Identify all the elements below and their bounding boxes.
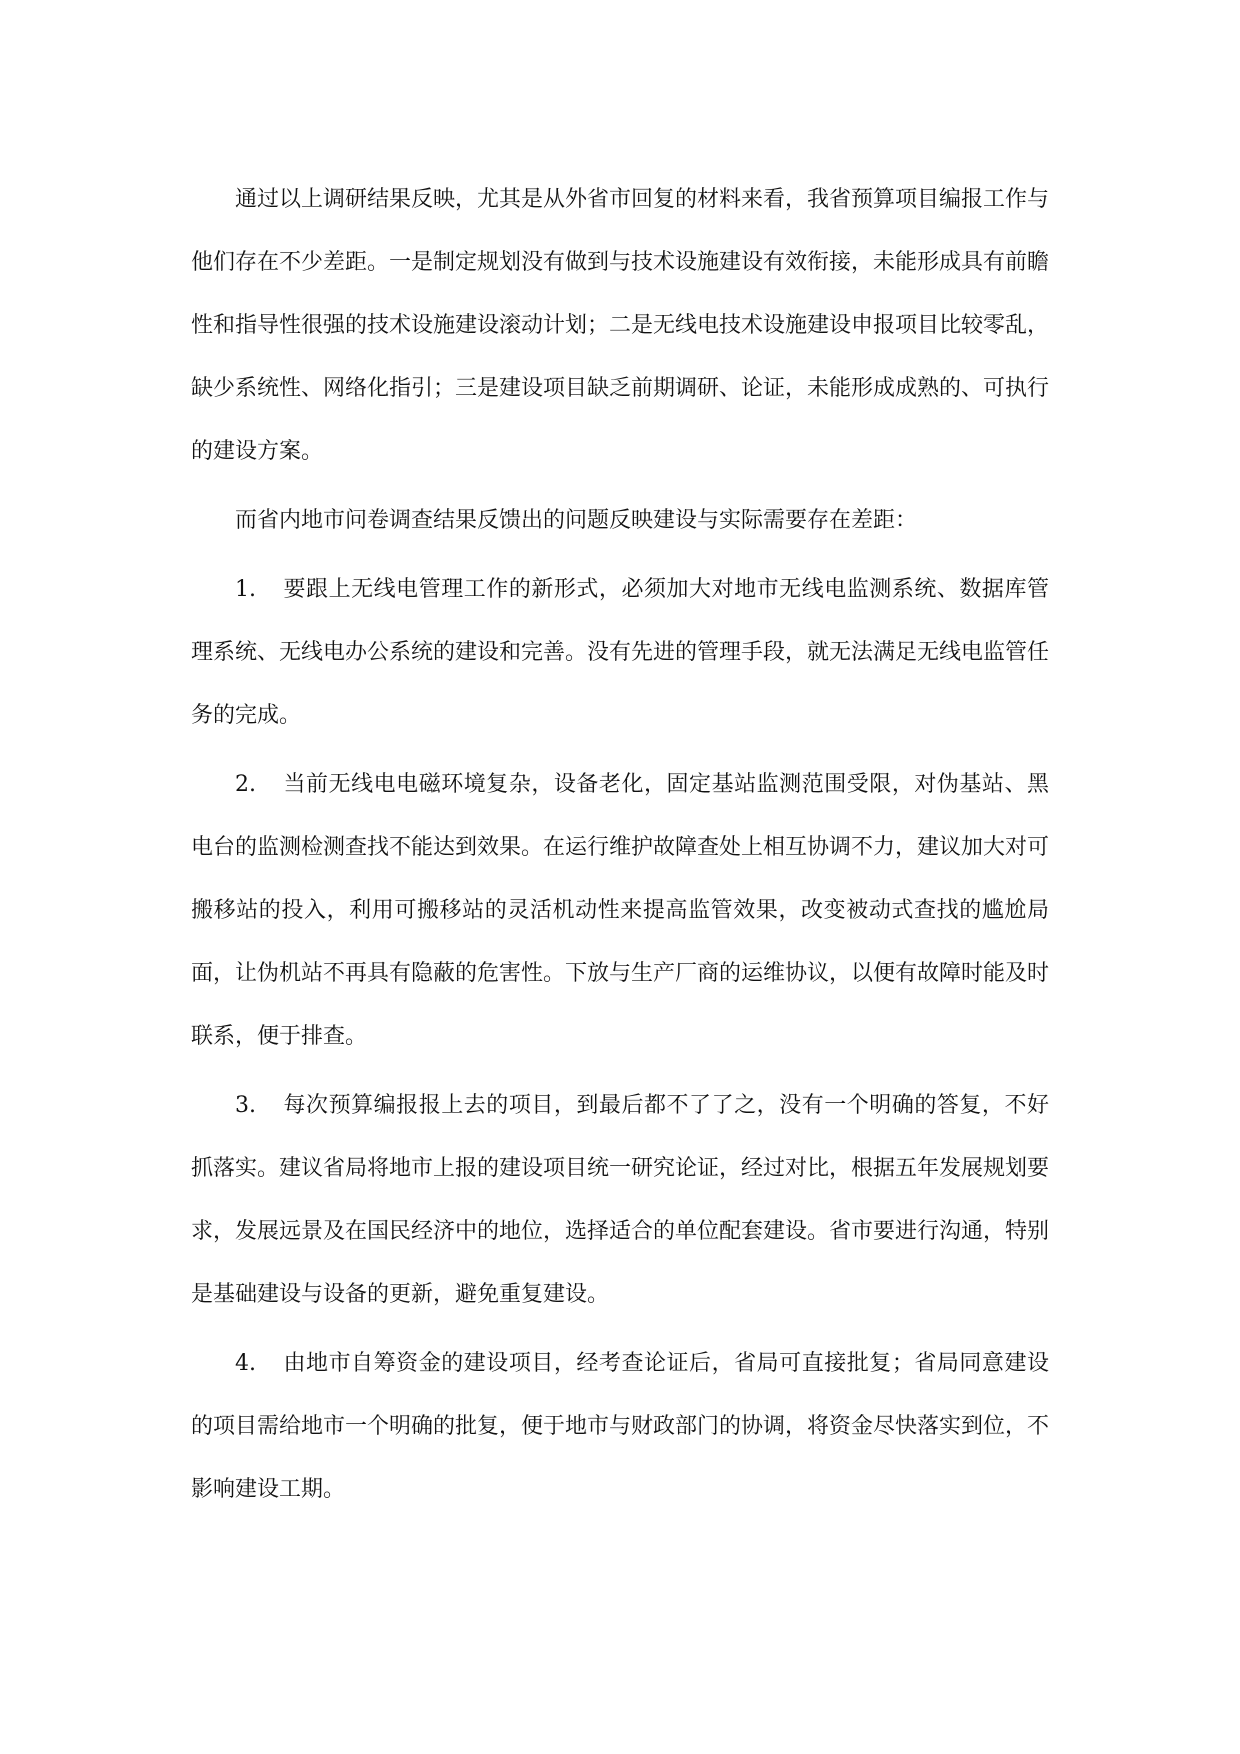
paragraph-questionnaire-intro: 而省内地市问卷调查结果反馈出的问题反映建设与实际需要存在差距： [235,508,918,533]
list-item-text: 每次预算编报报上去的项目，到最后都不了了之，没有一个明确的答复，不好抓落实。建议省局将地市上报的建设项目统一研究论证，经过对比，根据五年发展规划要求，发展远景及在国民经济中的地位，选择适合的单位配套建设。省市要进行沟通，特别是基础建设与设备的更新，避免重复建设。 [191,1093,1050,1307]
list-item-number: 1. [235,577,256,602]
list-item-number: 4. [235,1351,256,1376]
document-body [191,168,1049,1521]
list-item-1 [191,558,1049,747]
list-item-3 [191,1074,1049,1326]
list-item-text: 由地市自筹资金的建设项目，经考查论证后，省局可直接批复；省局同意建设的项目需给地市一个明确的批复，便于地市与财政部门的协调，将资金尽快落实到位，不影响建设工期。 [191,1351,1050,1502]
list-item-text: 要跟上无线电管理工作的新形式，必须加大对地市无线电监测系统、数据库管理系统、无线电办公系统的建设和完善。没有先进的管理手段，就无法满足无线电监管任务的完成。 [191,577,1050,728]
list-item-2 [191,753,1049,1068]
list-item-number: 2. [235,772,256,797]
list-item-number: 3. [235,1093,256,1118]
list-item-text: 当前无线电电磁环境复杂，设备老化，固定基站监测范围受限，对伪基站、黑电台的监测检测查找不能达到效果。在运行维护故障查处上相互协调不力，建议加大对可搬移站的投入，利用可搬移站的灵活机动性来提高监管效果，改变被动式查找的尴尬局面，让伪机站不再具有隐蔽的危害性。下放与生产厂商的运维协议，以便有故障时能及时联系，便于排查。 [191,772,1050,1049]
paragraph-survey-summary: 通过以上调研结果反映，尤其是从外省市回复的材料来看，我省预算项目编报工作与他们存在不少差距。一是制定规划没有做到与技术设施建设有效衔接，未能形成具有前瞻性和指导性很强的技术设施建设滚动计划；二是无线电技术设施建设申报项目比较零乱，缺少系统性、网络化指引；三是建设项目缺乏前期调研、论证，未能形成成熟的、可执行的建设方案。 [191,187,1050,464]
list-item-4 [191,1332,1049,1521]
